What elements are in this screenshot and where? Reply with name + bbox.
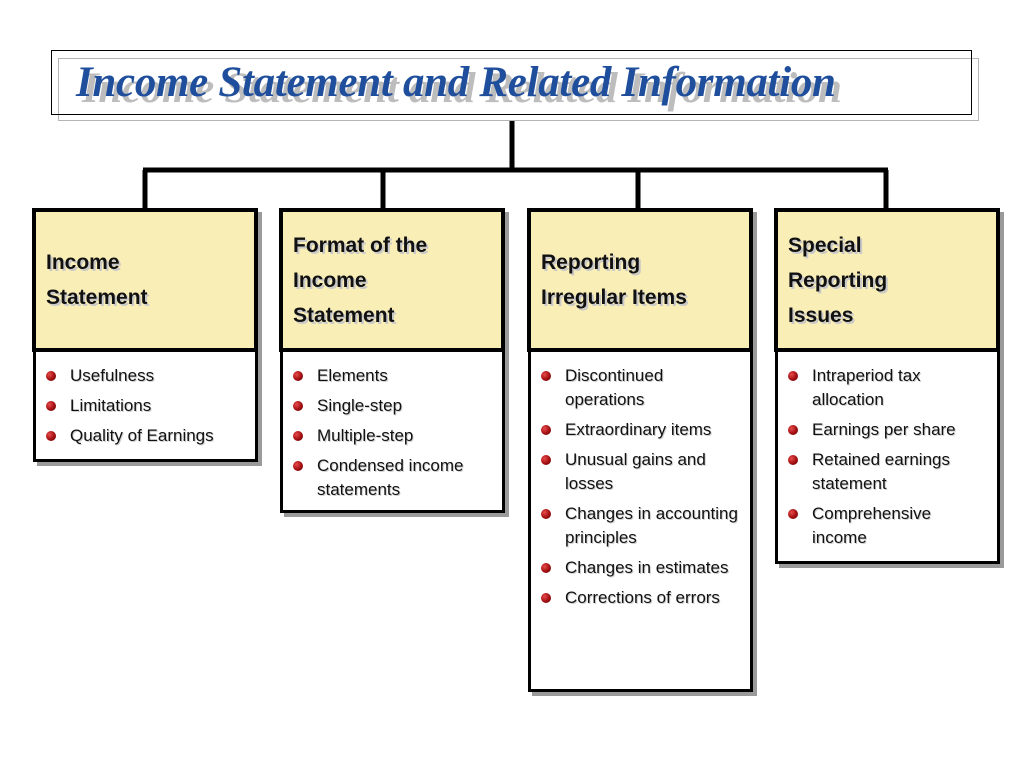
column-header-income-statement bbox=[32, 208, 258, 352]
bullet-icon bbox=[293, 431, 303, 441]
list-item: Elements bbox=[293, 364, 494, 388]
bullet-icon bbox=[541, 371, 551, 381]
list-item: Intraperiod tax allocation bbox=[788, 364, 989, 412]
list-item: Comprehensive income bbox=[788, 502, 989, 550]
bullet-icon bbox=[541, 509, 551, 519]
column-list-irregular-items bbox=[528, 352, 753, 692]
list-item: Quality of Earnings bbox=[46, 424, 247, 448]
list-item: Limitations bbox=[46, 394, 247, 418]
list-item: Discontinued operations bbox=[541, 364, 742, 412]
bullet-icon bbox=[788, 455, 798, 465]
list-item: Changes in estimates bbox=[541, 556, 742, 580]
column-header-label: Reporting Irregular Items bbox=[541, 251, 687, 309]
bullet-icon bbox=[46, 401, 56, 411]
column-list-special-reporting bbox=[775, 352, 1000, 564]
bullet-icon bbox=[293, 371, 303, 381]
list-item: Earnings per share bbox=[788, 418, 989, 442]
bullet-icon bbox=[541, 425, 551, 435]
list-item: Unusual gains and losses bbox=[541, 448, 742, 496]
bullet-icon bbox=[541, 563, 551, 573]
column-header-label: Income Statement bbox=[46, 251, 148, 309]
bullet-icon bbox=[293, 401, 303, 411]
bullet-icon bbox=[46, 431, 56, 441]
bullet-icon bbox=[541, 593, 551, 603]
column-header-label: Special Reporting Issues bbox=[788, 233, 888, 327]
list-item: Multiple-step bbox=[293, 424, 494, 448]
list-item: Extraordinary items bbox=[541, 418, 742, 442]
list-item: Changes in accounting principles bbox=[541, 502, 742, 550]
list-item: Single-step bbox=[293, 394, 494, 418]
column-list-format bbox=[280, 352, 505, 513]
bullet-icon bbox=[46, 371, 56, 381]
bullet-icon bbox=[788, 371, 798, 381]
page-title: Income Statement and Related Information bbox=[76, 59, 836, 106]
bullet-icon bbox=[293, 461, 303, 471]
bullet-icon bbox=[788, 425, 798, 435]
column-header-format bbox=[279, 208, 505, 352]
column-header-special-reporting bbox=[774, 208, 1000, 352]
column-header-irregular-items bbox=[527, 208, 753, 352]
list-item: Retained earnings statement bbox=[788, 448, 989, 496]
column-list-income-statement bbox=[33, 352, 258, 462]
list-item: Condensed income statements bbox=[293, 454, 494, 502]
bullet-icon bbox=[788, 509, 798, 519]
list-item: Corrections of errors bbox=[541, 586, 742, 610]
column-header-label: Format of the Income Statement bbox=[293, 233, 428, 327]
bullet-icon bbox=[541, 455, 551, 465]
list-item: Usefulness bbox=[46, 364, 247, 388]
